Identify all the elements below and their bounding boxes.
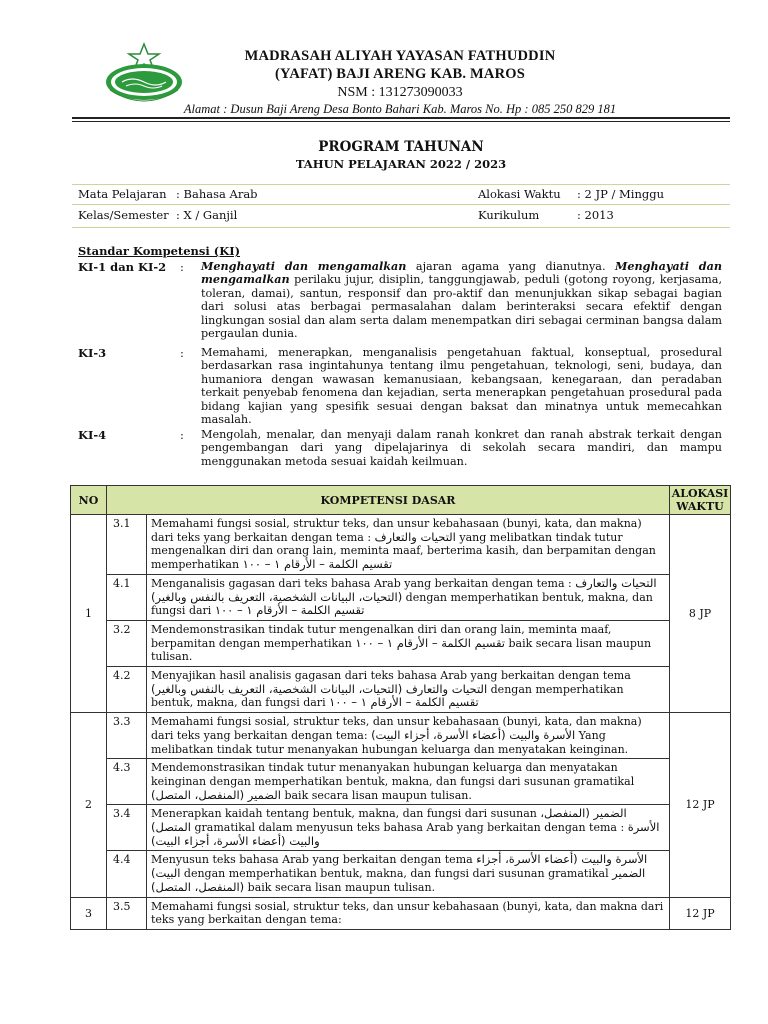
- kd-text: Menyusun teks bahasa Arab yang berkaitan dengan tema: [151, 853, 477, 867]
- kd-text: gramatikal dalam menyusun teks bahasa Arab yang berkaitan dengan tema :: [191, 821, 628, 835]
- ki4-colon: :: [180, 428, 184, 442]
- alokasi-waktu-cell: 8 JP: [670, 515, 731, 713]
- ki12-text: [201, 260, 722, 340]
- kd-description: [147, 667, 670, 713]
- kd-text: dengan memperhatikan bentuk, makna, dan fungsi dari susunan gramatikal: [180, 867, 613, 881]
- table-row: [71, 759, 731, 805]
- kd-text: dengan memperhatikan bentuk, makna, dan fungsi dari: [151, 682, 624, 710]
- kd-arabic: الضمير (المنفصل، المتصل): [151, 787, 281, 802]
- kd-code: 4.3: [107, 759, 147, 805]
- kd-text: baik secara lisan maupun tulisan.: [280, 788, 472, 802]
- kd-code: 3.3: [107, 713, 147, 759]
- alokasi-value: : 2 JP / Minggu: [577, 187, 665, 201]
- header-alokasi: ALOKASI: [671, 487, 729, 500]
- kd-arabic: التحيات والتعارف (التحيات، البيانات الشخصية، التعريف بالنفس وبالغير): [151, 575, 657, 604]
- ki3-colon: :: [180, 346, 184, 360]
- table-row: [71, 805, 731, 851]
- table-row: [71, 515, 731, 575]
- alokasi-label: Alokasi Waktu: [478, 187, 561, 201]
- kd-description: [147, 515, 670, 575]
- kd-description: [147, 713, 670, 759]
- table-row: [71, 667, 731, 713]
- kurikulum-label: Kurikulum: [478, 208, 540, 222]
- header-alokasi-waktu: [670, 486, 731, 515]
- kd-arabic: التحيات والتعارف: [374, 529, 456, 544]
- kd-code: 4.2: [107, 667, 147, 713]
- table-header-row: [71, 486, 731, 515]
- page-title: PROGRAM TAHUNAN: [318, 139, 484, 155]
- header-kompetensi-dasar: KOMPETENSI DASAR: [107, 486, 670, 515]
- kd-arabic: تقسيم الكلمة – الأرقام ١ – ١٠٠: [329, 695, 479, 710]
- ki3-label: KI-3: [78, 346, 107, 360]
- kd-arabic: الأسرة والبيت (أعضاء الأسرة، أجزاء البيت): [371, 727, 576, 742]
- kurikulum-value: : 2013: [577, 208, 614, 222]
- kd-arabic: الأسرة والبيت (أعضاء الأسرة، أجزاء البيت): [151, 820, 660, 848]
- kd-code: 3.5: [107, 897, 147, 929]
- mapel-label: Mata Pelajaran: [78, 187, 167, 201]
- kd-description: [147, 851, 670, 897]
- kd-description: [147, 759, 670, 805]
- ki4-text: Mengolah, menalar, dan menyaji dalam ranah konkret dan ranah abstrak terkait dengan pengembangan dari yang dipelajarinya di sekolah secara mandiri, dan mampu menggunakan metoda sesuai kaidah keilmuan.: [201, 428, 722, 468]
- header-waktu: WAKTU: [676, 500, 724, 513]
- row-number: 2: [71, 713, 107, 897]
- kd-description: [147, 574, 670, 620]
- kd-text: baik secara lisan maupun tulisan.: [151, 636, 652, 664]
- kd-arabic: تقسيم الكلمة – الأرقام ١ – ١٠٠: [355, 635, 505, 650]
- info-rule-bottom: [72, 227, 730, 228]
- kd-text: Menyajikan hasil analisis gagasan dari teks bahasa Arab yang berkaitan dengan tema: [151, 669, 631, 683]
- ki12-text-1: ajaran agama yang dianutnya.: [406, 260, 615, 273]
- kd-description: [147, 620, 670, 666]
- kd-arabic: تقسيم الكلمة – الأرقام ١ – ١٠٠: [214, 603, 365, 618]
- kd-code: 3.1: [107, 515, 147, 575]
- letterhead-divider-thin: [72, 121, 730, 122]
- kd-text: Memahami fungsi sosial, struktur teks, dan unsur kebahasaan (bunyi, kata, dan makna dari teks yang berkaitan dengan tema:: [151, 899, 664, 927]
- kd-code: 3.4: [107, 805, 147, 851]
- ki12-text-2: perilaku jujur, disiplin, tanggungjawab, peduli (gotong royong, kerjasama, toleran, damai), santun, responsif dan pro-aktif dan menunjukkan sikap sebagai bagian dari solusi atas berbagai permasalahan dalam berinteraksi secara efektif dengan lingkungan sosial dan alam serta dalam menempatkan diri sebagai cerminan bangsa dalam pergaulan dunia.: [201, 273, 722, 341]
- table-row: [71, 574, 731, 620]
- kd-arabic: التحيات والتعارف (التحيات، البيانات الشخصية، التعريف بالنفس وبالغير): [151, 681, 488, 696]
- info-rule-top: [72, 184, 730, 185]
- ki12-emphasis-1: Menghayati dan mengamalkan: [201, 259, 407, 273]
- ki12-colon: :: [180, 260, 184, 274]
- kd-description: [147, 805, 670, 851]
- school-name-line2: (YAFAT) BAJI ARENG KAB. MAROS: [274, 66, 526, 82]
- table-body: [71, 515, 731, 930]
- table-row: [71, 713, 731, 759]
- kd-text: Mendemonstrasikan tindak tutur mengenalkan diri dan orang lain, meminta maaf, berpamitan dengan memperhatikan: [151, 622, 612, 650]
- school-name: MADRASAH ALIYAH YAYASAN FATHUDDIN: [244, 48, 556, 64]
- kd-code: 4.1: [107, 574, 147, 620]
- ki3-text: Memahami, menerapkan, menganalisis pengetahuan faktual, konseptual, prosedural berdasarkan rasa ingintahunya tentang ilmu pengetahuan, teknologi, seni, budaya, dan humaniora dengan wawasan kemanusiaan, kebangsaan, kenegaraan, dan peradaban terkait penyebab fenomena dan kejadian, serta menerapkan pengetahuan prosedural pada bidang kajian yang spesifik sesuai dengan baksat dan minatnya untuk memecahkan masalah.: [201, 346, 722, 427]
- sk-heading: Standar Kompetensi (KI): [78, 244, 241, 258]
- letterhead-divider: [72, 117, 730, 119]
- kd-arabic: الضمير (المنفصل، المتصل): [151, 866, 646, 894]
- table-row: [71, 897, 731, 929]
- kelas-label: Kelas/Semester: [78, 208, 169, 222]
- kompetensi-dasar-table: [70, 485, 731, 930]
- kd-text: Memahami fungsi sosial, struktur teks, dan unsur kebahasaan (bunyi, kata, dan makna) dari teks yang berkaitan dengan tema :: [151, 517, 642, 544]
- table-row: [71, 620, 731, 666]
- info-rule-mid: [72, 204, 730, 205]
- ki12-emphasis-2: Menghayati dan mengamalkan: [201, 259, 722, 287]
- kd-text: Menerapkan kaidah tentang bentuk, makna, dan fungsi dari susunan: [151, 807, 541, 821]
- alokasi-waktu-cell: 12 JP: [670, 897, 731, 929]
- kd-text: yang melibatkan tindak tutur mengenalkan diri dan orang lain, meminta maaf, berterima kasih, dan berpamitan dengan memperhatikan: [151, 530, 656, 572]
- header-no: NO: [71, 486, 107, 515]
- kd-text: Menganalisis gagasan dari teks bahasa Arab yang berkaitan dengan tema :: [151, 576, 576, 590]
- nsm: NSM : 131273090033: [337, 85, 463, 100]
- kd-text: dengan memperhatikan bentuk, makna, dan fungsi dari: [151, 590, 653, 618]
- school-address: Alamat : Dusun Baji Areng Desa Bonto Bahari Kab. Maros No. Hp : 085 250 829 181: [183, 102, 617, 116]
- alokasi-waktu-cell: 12 JP: [670, 713, 731, 897]
- ki4-label: KI-4: [78, 428, 107, 442]
- table-row: [71, 851, 731, 897]
- kd-text: Mendemonstrasikan tindak tutur menanyakan hubungan keluarga dan menyatakan keinginan dengan memperhatikan bentuk, makna, dan fungsi dari susunan gramatikal: [151, 761, 635, 788]
- kd-arabic: الضمير (المنفصل، المتصل): [151, 806, 627, 835]
- ki12-label: KI-1 dan KI-2: [78, 260, 167, 274]
- kd-description: [147, 897, 670, 929]
- page-subtitle: TAHUN PELAJARAN 2022 / 2023: [295, 157, 507, 171]
- kd-arabic: تقسيم الكلمة – الأرقام ١ – ١٠٠: [242, 557, 393, 572]
- kd-arabic: الأسرة والبيت (أعضاء الأسرة، أجزاء البيت): [151, 852, 648, 881]
- kd-text: baik secara lisan maupun tulisan.: [244, 880, 436, 894]
- kd-text: Yang melibatkan tindak tutur menanyakan hubungan keluarga dan menyatakan keinginan.: [151, 728, 629, 756]
- mapel-value: : Bahasa Arab: [176, 187, 258, 201]
- row-number: 3: [71, 897, 107, 929]
- row-number: 1: [71, 515, 107, 713]
- kelas-value: : X / Ganjil: [176, 208, 238, 222]
- kd-code: 4.4: [107, 851, 147, 897]
- kd-code: 3.2: [107, 620, 147, 666]
- kd-text: Memahami fungsi sosial, struktur teks, dan unsur kebahasaan (bunyi, kata, dan makna) dari teks yang berkaitan dengan tema:: [151, 715, 642, 742]
